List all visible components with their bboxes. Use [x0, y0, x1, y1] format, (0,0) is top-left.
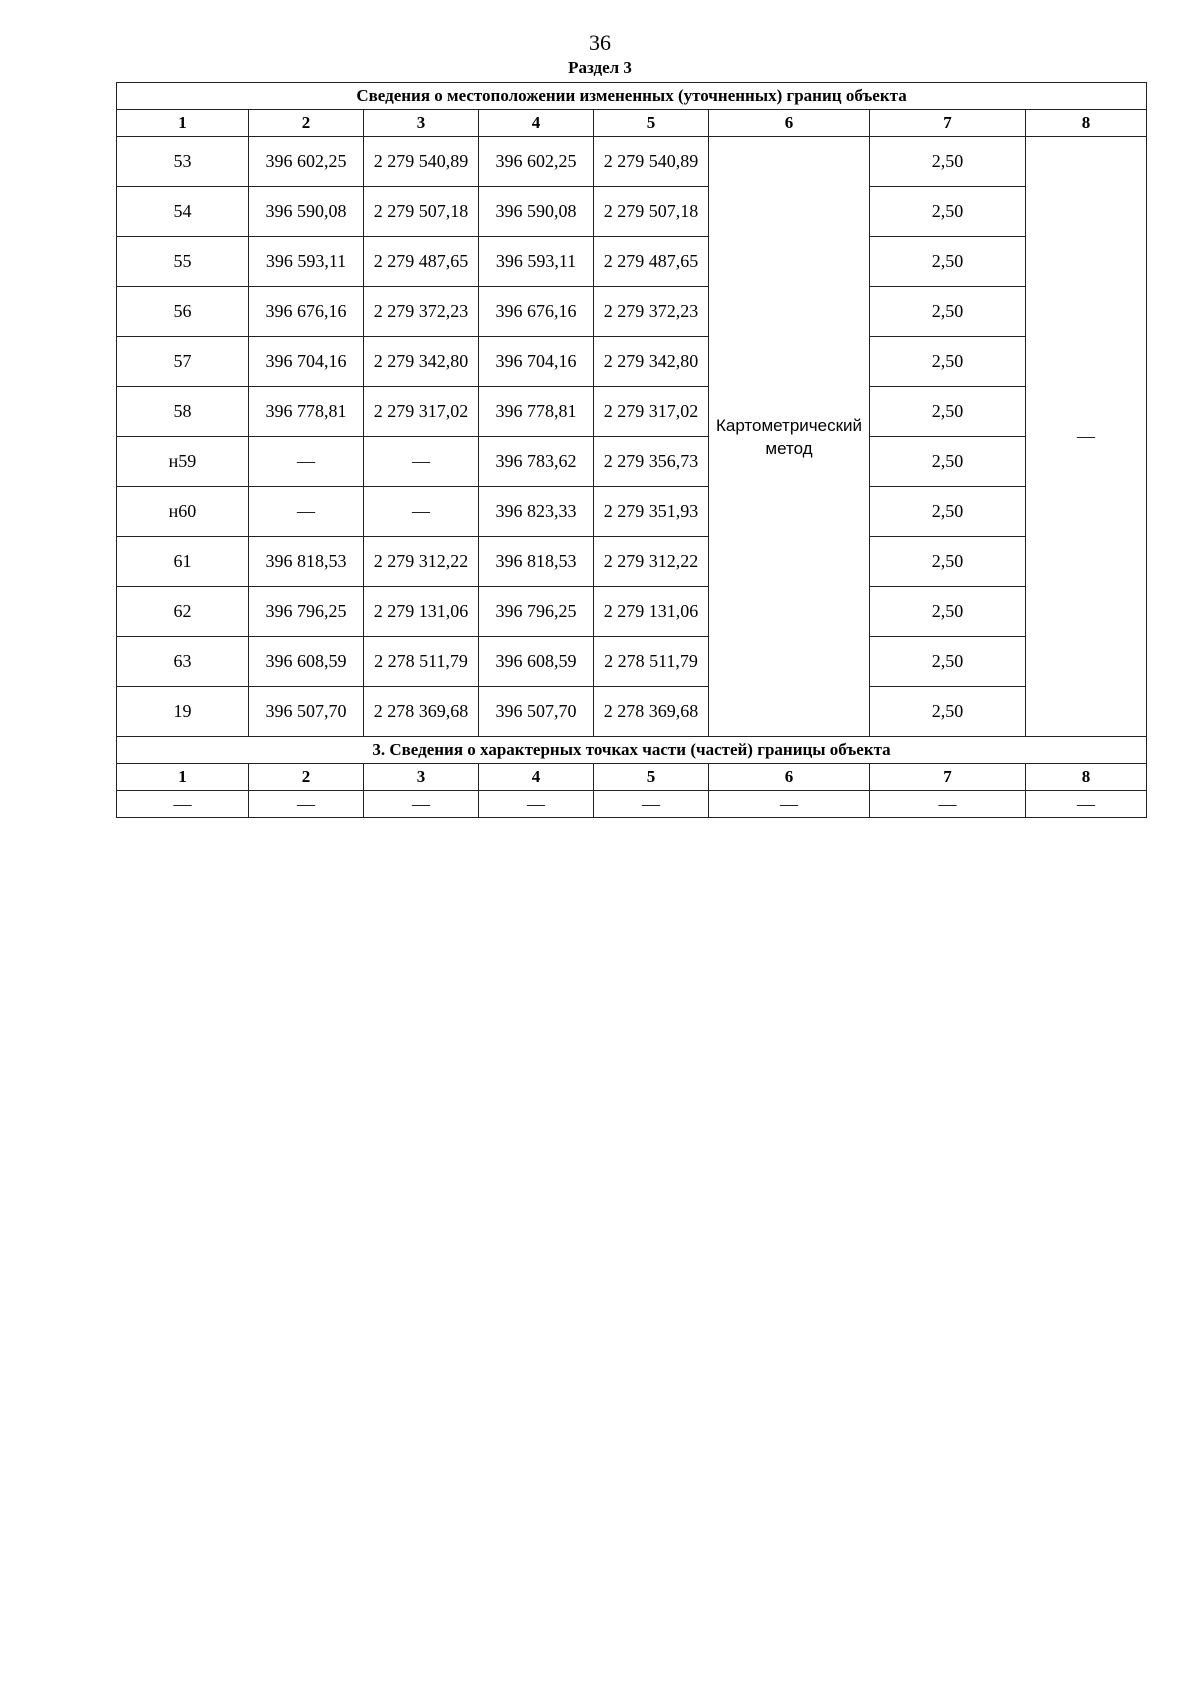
cell-x-old: 396 704,16: [249, 337, 364, 387]
empty-cell: —: [870, 791, 1026, 818]
cell-y-old: 2 278 511,79: [364, 637, 479, 687]
table-row: [117, 487, 1147, 537]
cell-point: 58: [117, 387, 249, 437]
column-number: 6: [709, 764, 870, 791]
table-row: [117, 637, 1147, 687]
column-number: 5: [594, 764, 709, 791]
column-number-row: [117, 764, 1147, 791]
cell-y-old: 2 279 131,06: [364, 587, 479, 637]
cell-y-old: 2 279 372,23: [364, 287, 479, 337]
table-row: [117, 137, 1147, 187]
cell-accuracy: 2,50: [870, 687, 1026, 737]
cell-y-new: 2 279 131,06: [594, 587, 709, 637]
cell-y-new: 2 278 511,79: [594, 637, 709, 687]
method-cell: Картометрический метод: [709, 137, 870, 737]
column-number: 1: [117, 110, 249, 137]
cell-accuracy: 2,50: [870, 187, 1026, 237]
cell-x-old: 396 593,11: [249, 237, 364, 287]
cell-x-old: 396 507,70: [249, 687, 364, 737]
cell-y-old: 2 279 540,89: [364, 137, 479, 187]
cell-point: 61: [117, 537, 249, 587]
table-row: [117, 287, 1147, 337]
cell-x-old: 396 676,16: [249, 287, 364, 337]
cell-point: 57: [117, 337, 249, 387]
cell-y-old: 2 279 507,18: [364, 187, 479, 237]
cell-x-new: 396 608,59: [479, 637, 594, 687]
cell-y-new: 2 279 317,02: [594, 387, 709, 437]
cell-y-new: 2 279 351,93: [594, 487, 709, 537]
cell-x-new: 396 593,11: [479, 237, 594, 287]
cell-accuracy: 2,50: [870, 587, 1026, 637]
cell-point: 19: [117, 687, 249, 737]
table-row: [117, 387, 1147, 437]
column-number: 8: [1026, 764, 1147, 791]
cell-accuracy: 2,50: [870, 437, 1026, 487]
column-number: 3: [364, 110, 479, 137]
column-number: 3: [364, 764, 479, 791]
cell-accuracy: 2,50: [870, 337, 1026, 387]
column-number: 1: [117, 764, 249, 791]
cell-x-old: 396 590,08: [249, 187, 364, 237]
cell-x-new: 396 778,81: [479, 387, 594, 437]
column-number: 5: [594, 110, 709, 137]
cell-accuracy: 2,50: [870, 237, 1026, 287]
cell-accuracy: 2,50: [870, 487, 1026, 537]
cell-point: н59: [117, 437, 249, 487]
table-row: [117, 187, 1147, 237]
cell-y-old: —: [364, 437, 479, 487]
column8-cell: —: [1026, 137, 1147, 737]
page-number: 36: [589, 30, 611, 55]
cell-x-old: —: [249, 437, 364, 487]
cell-point: 54: [117, 187, 249, 237]
column-number: 7: [870, 764, 1026, 791]
cell-accuracy: 2,50: [870, 287, 1026, 337]
table-caption-row: [117, 83, 1147, 110]
cell-x-new: 396 507,70: [479, 687, 594, 737]
cell-point: н60: [117, 487, 249, 537]
table-row: [117, 437, 1147, 487]
cell-point: 63: [117, 637, 249, 687]
cell-x-new: 396 823,33: [479, 487, 594, 537]
empty-row: [117, 791, 1147, 818]
table1-caption: Сведения о местоположении измененных (уточненных) границ объекта: [117, 83, 1147, 110]
empty-cell: —: [117, 791, 249, 818]
cell-point: 62: [117, 587, 249, 637]
table2-caption: 3. Сведения о характерных точках части (частей) границы объекта: [117, 737, 1147, 764]
cell-x-new: 396 704,16: [479, 337, 594, 387]
cell-y-new: 2 278 369,68: [594, 687, 709, 737]
cell-point: 55: [117, 237, 249, 287]
table-row: [117, 537, 1147, 587]
empty-cell: —: [1026, 791, 1147, 818]
empty-cell: —: [249, 791, 364, 818]
cell-accuracy: 2,50: [870, 537, 1026, 587]
cell-x-new: 396 590,08: [479, 187, 594, 237]
cell-x-old: 396 818,53: [249, 537, 364, 587]
cell-y-new: 2 279 507,18: [594, 187, 709, 237]
empty-cell: —: [364, 791, 479, 818]
cell-x-old: 396 608,59: [249, 637, 364, 687]
table-row: [117, 587, 1147, 637]
cell-y-old: 2 278 369,68: [364, 687, 479, 737]
cell-y-old: —: [364, 487, 479, 537]
table-row: [117, 337, 1147, 387]
column-number: 6: [709, 110, 870, 137]
cell-y-new: 2 279 342,80: [594, 337, 709, 387]
column-number-row: [117, 110, 1147, 137]
column-number: 4: [479, 764, 594, 791]
cell-y-old: 2 279 342,80: [364, 337, 479, 387]
cell-y-new: 2 279 540,89: [594, 137, 709, 187]
empty-cell: —: [594, 791, 709, 818]
boundary-table: [116, 82, 1147, 818]
column-number: 2: [249, 764, 364, 791]
column-number: 4: [479, 110, 594, 137]
cell-point: 53: [117, 137, 249, 187]
column-number: 8: [1026, 110, 1147, 137]
cell-y-old: 2 279 312,22: [364, 537, 479, 587]
cell-x-new: 396 783,62: [479, 437, 594, 487]
cell-point: 56: [117, 287, 249, 337]
column-number: 7: [870, 110, 1026, 137]
cell-y-new: 2 279 372,23: [594, 287, 709, 337]
table-row: [117, 687, 1147, 737]
cell-x-old: —: [249, 487, 364, 537]
cell-y-new: 2 279 356,73: [594, 437, 709, 487]
cell-x-old: 396 778,81: [249, 387, 364, 437]
empty-cell: —: [709, 791, 870, 818]
cell-accuracy: 2,50: [870, 637, 1026, 687]
cell-accuracy: 2,50: [870, 387, 1026, 437]
cell-x-new: 396 676,16: [479, 287, 594, 337]
cell-y-old: 2 279 487,65: [364, 237, 479, 287]
cell-y-new: 2 279 312,22: [594, 537, 709, 587]
cell-accuracy: 2,50: [870, 137, 1026, 187]
cell-x-new: 396 602,25: [479, 137, 594, 187]
section-title: Раздел 3: [568, 58, 632, 77]
cell-y-old: 2 279 317,02: [364, 387, 479, 437]
cell-x-old: 396 796,25: [249, 587, 364, 637]
table-row: [117, 237, 1147, 287]
cell-y-new: 2 279 487,65: [594, 237, 709, 287]
table-caption-row: [117, 737, 1147, 764]
column-number: 2: [249, 110, 364, 137]
empty-cell: —: [479, 791, 594, 818]
cell-x-new: 396 796,25: [479, 587, 594, 637]
cell-x-old: 396 602,25: [249, 137, 364, 187]
cell-x-new: 396 818,53: [479, 537, 594, 587]
